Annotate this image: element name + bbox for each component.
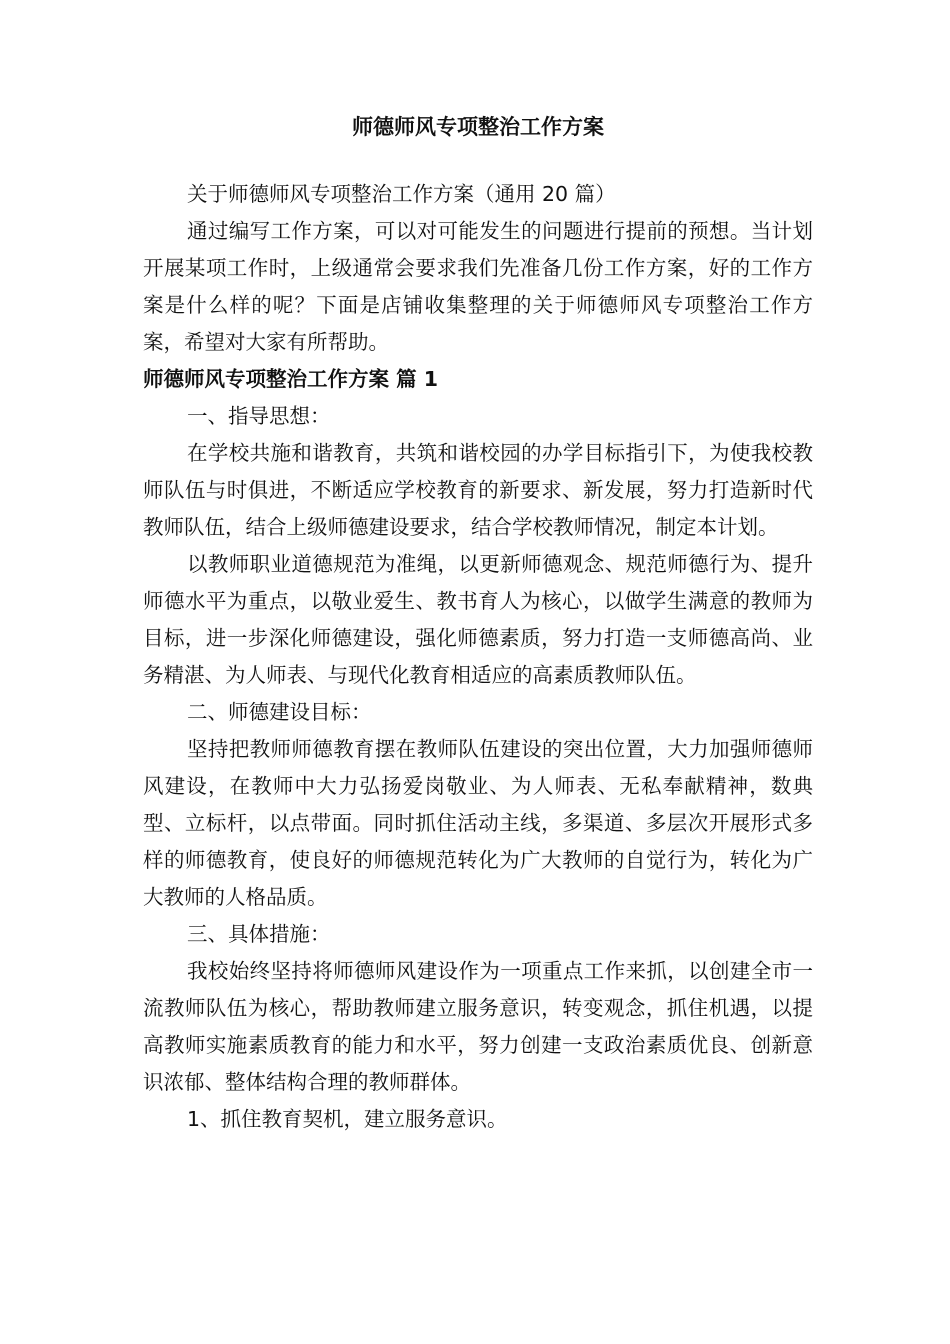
paragraph-guiding-ideology: 在学校共施和谐教育，共筑和谐校园的办学目标指引下，为使我校教师队伍与时俱进，不断适应学校教育的新要求、新发展，努力打造新时代教师队伍，结合上级师德建设要求，结合学校教师情况，制定本计划。 [143, 441, 813, 539]
heading-goals: 二、师德建设目标： [187, 700, 372, 724]
document-title: 师德师风专项整治工作方案 [352, 115, 604, 139]
document-subtitle: 关于师德师风专项整治工作方案（通用 20 篇） [187, 182, 616, 206]
paragraph-standards: 以教师职业道德规范为准绳，以更新师德观念、规范师德行为、提升师德水平为重点，以敬业爱生、教书育人为核心，以做学生满意的教师为目标，进一步深化师德建设，强化师德素质，努力打造一支师德高尚、业务精湛、为人师表、与现代化教育相适应的高素质教师队伍。 [143, 552, 813, 687]
section-heading: 师德师风专项整治工作方案 篇 1 [143, 367, 439, 391]
paragraph-measures: 我校始终坚持将师德师风建设作为一项重点工作来抓，以创建全市一流教师队伍为核心，帮助教师建立服务意识，转变观念，抓住机遇，以提高教师实施素质教育的能力和水平，努力创建一支政治素质优良、创新意识浓郁、整体结构合理的教师群体。 [143, 959, 813, 1094]
heading-guiding-ideology: 一、指导思想： [187, 404, 331, 428]
list-item-1: 1、抓住教育契机，建立服务意识。 [187, 1107, 508, 1131]
heading-measures: 三、具体措施： [187, 922, 331, 946]
document-page [143, 108, 813, 1138]
paragraph-goals: 坚持把教师师德教育摆在教师队伍建设的突出位置，大力加强师德师风建设，在教师中大力弘扬爱岗敬业、为人师表、无私奉献精神，数典型、立标杆，以点带面。同时抓住活动主线，多渠道、多层次开展形式多样的师德教育，使良好的师德规范转化为广大教师的自觉行为，转化为广大教师的人格品质。 [143, 737, 813, 909]
intro-paragraph: 通过编写工作方案，可以对可能发生的问题进行提前的预想。当计划开展某项工作时，上级通常会要求我们先准备几份工作方案，好的工作方案是什么样的呢？下面是店铺收集整理的关于师德师风专项整治工作方案，希望对大家有所帮助。 [143, 219, 813, 354]
